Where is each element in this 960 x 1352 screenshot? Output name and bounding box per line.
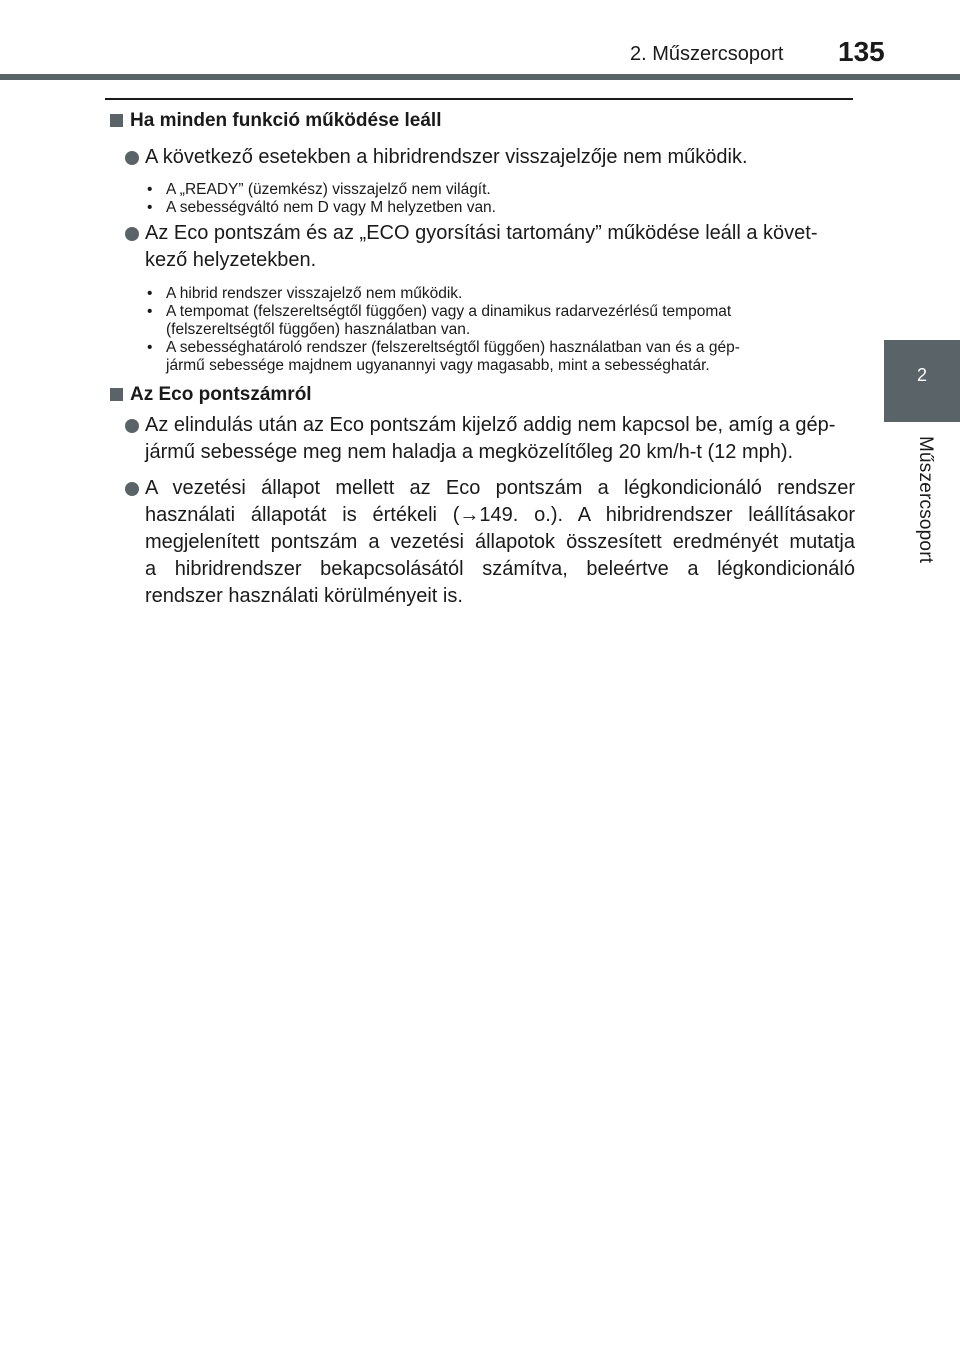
section-heading: Ha minden funkció működése leáll <box>110 108 855 134</box>
chapter-tab <box>884 340 960 422</box>
list-item: • A sebességváltó nem D vagy M helyzetben van. <box>147 199 496 216</box>
bullet-point: A következő esetekben a hibridrendszer visszajelzője nem működik. <box>110 144 855 171</box>
list-item: • A sebességhatároló rendszer (felszereltségtől függően) használatban van és a gép- <box>147 339 740 356</box>
circle-bullet-icon <box>125 419 139 433</box>
page-number: 135 <box>838 36 885 67</box>
bullet-point: Az elindulás után az Eco pontszám kijelző addig nem kapcsol be, amíg a gép- jármű sebessége meg nem haladja a megközelítőleg 20 km/h-t (12 mph). <box>110 412 855 466</box>
header-divider <box>0 74 960 80</box>
content-divider <box>105 98 853 100</box>
chapter-title: 2. Műszercsoport <box>630 43 784 65</box>
sub-list <box>110 181 855 217</box>
list-item-continuation: jármű sebessége majdnem ugyanannyi vagy magasabb, mint a sebességhatár. <box>166 357 710 374</box>
circle-bullet-icon <box>125 482 139 496</box>
bullet-point: Az Eco pontszám és az „ECO gyorsítási tartomány” működése leáll a követ- kező helyzetekben. <box>110 220 855 274</box>
list-item: • A hibrid rendszer visszajelző nem működik. <box>147 285 463 302</box>
list-item: • A tempomat (felszereltségtől függően) vagy a dinamikus radarvezérlésű tempomat <box>147 303 732 320</box>
bullet-point: A vezetési állapot mellett az Eco pontszám a légkondicionáló rendszer használati állapotát is értékeli (→149. o.). A hibridrendszer leállításakor megjelenített pontszám a vezetési állapotok összesített eredményét mutatja a hibridrendszer bekapcsolásától számítva, beleértve a légkondicionáló rendszer használati körülményeit is. <box>110 475 855 610</box>
circle-bullet-icon <box>125 151 139 165</box>
section-heading: Az Eco pontszámról <box>110 382 855 408</box>
square-bullet-icon <box>110 114 123 127</box>
square-bullet-icon <box>110 388 123 401</box>
page-content <box>110 108 855 610</box>
chapter-tab-label: Műszercsoport <box>915 436 936 564</box>
sub-list <box>110 285 855 375</box>
circle-bullet-icon <box>125 227 139 241</box>
chapter-tab-number: 2 <box>916 365 927 385</box>
list-item: • A „READY” (üzemkész) visszajelző nem világít. <box>147 181 491 198</box>
list-item-continuation: (felszereltségtől függően) használatban van. <box>166 321 471 338</box>
